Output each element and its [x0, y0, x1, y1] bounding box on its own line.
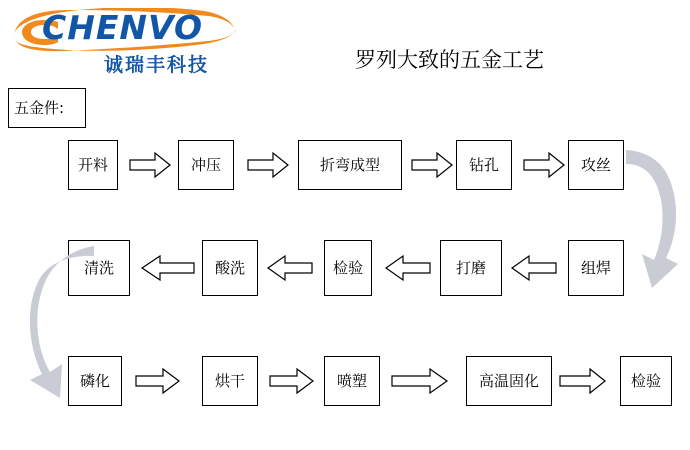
- process-box-suanxi: 酸洗: [202, 240, 258, 296]
- arrow-left-1: [508, 253, 558, 283]
- company-logo: [8, 6, 248, 76]
- logo-wordmark: CHENVO: [42, 8, 204, 47]
- arrow-right-4: [522, 150, 566, 180]
- arrow-right-3: [410, 150, 454, 180]
- label-box-metal-parts: 五金件:: [8, 88, 86, 128]
- process-box-gongsi: 攻丝: [568, 140, 624, 190]
- process-box-zhewanchengxing: 折弯成型: [298, 140, 402, 190]
- process-box-zuhan: 组焊: [568, 240, 624, 296]
- process-box-gaowenguhua: 高温固化: [466, 356, 552, 406]
- process-box-zuankong: 钻孔: [456, 140, 512, 190]
- page-title: 罗列大致的五金工艺: [355, 48, 544, 72]
- arrow-right-1: [128, 150, 172, 180]
- arrow-right-7: [390, 366, 450, 396]
- process-box-jianyan-1: 检验: [324, 240, 372, 296]
- arrow-left-2: [382, 253, 432, 283]
- arrow-right-2: [246, 150, 290, 180]
- arrow-right-5: [134, 366, 182, 396]
- process-box-kailiao: 开料: [68, 140, 118, 190]
- arrow-right-6: [268, 366, 316, 396]
- arrow-left-4: [138, 253, 196, 283]
- process-box-linhua: 磷化: [68, 356, 122, 406]
- arrow-left-3: [264, 253, 314, 283]
- process-box-honggan: 烘干: [202, 356, 258, 406]
- process-box-pensu: 喷塑: [324, 356, 380, 406]
- process-box-chongya: 冲压: [178, 140, 234, 190]
- process-box-damo: 打磨: [440, 240, 502, 296]
- arrow-right-8: [558, 366, 608, 396]
- process-box-qingxi: 清洗: [68, 240, 130, 296]
- process-box-jianyan-2: 检验: [620, 356, 672, 406]
- logo-subtitle: 诚瑞丰科技: [104, 54, 210, 76]
